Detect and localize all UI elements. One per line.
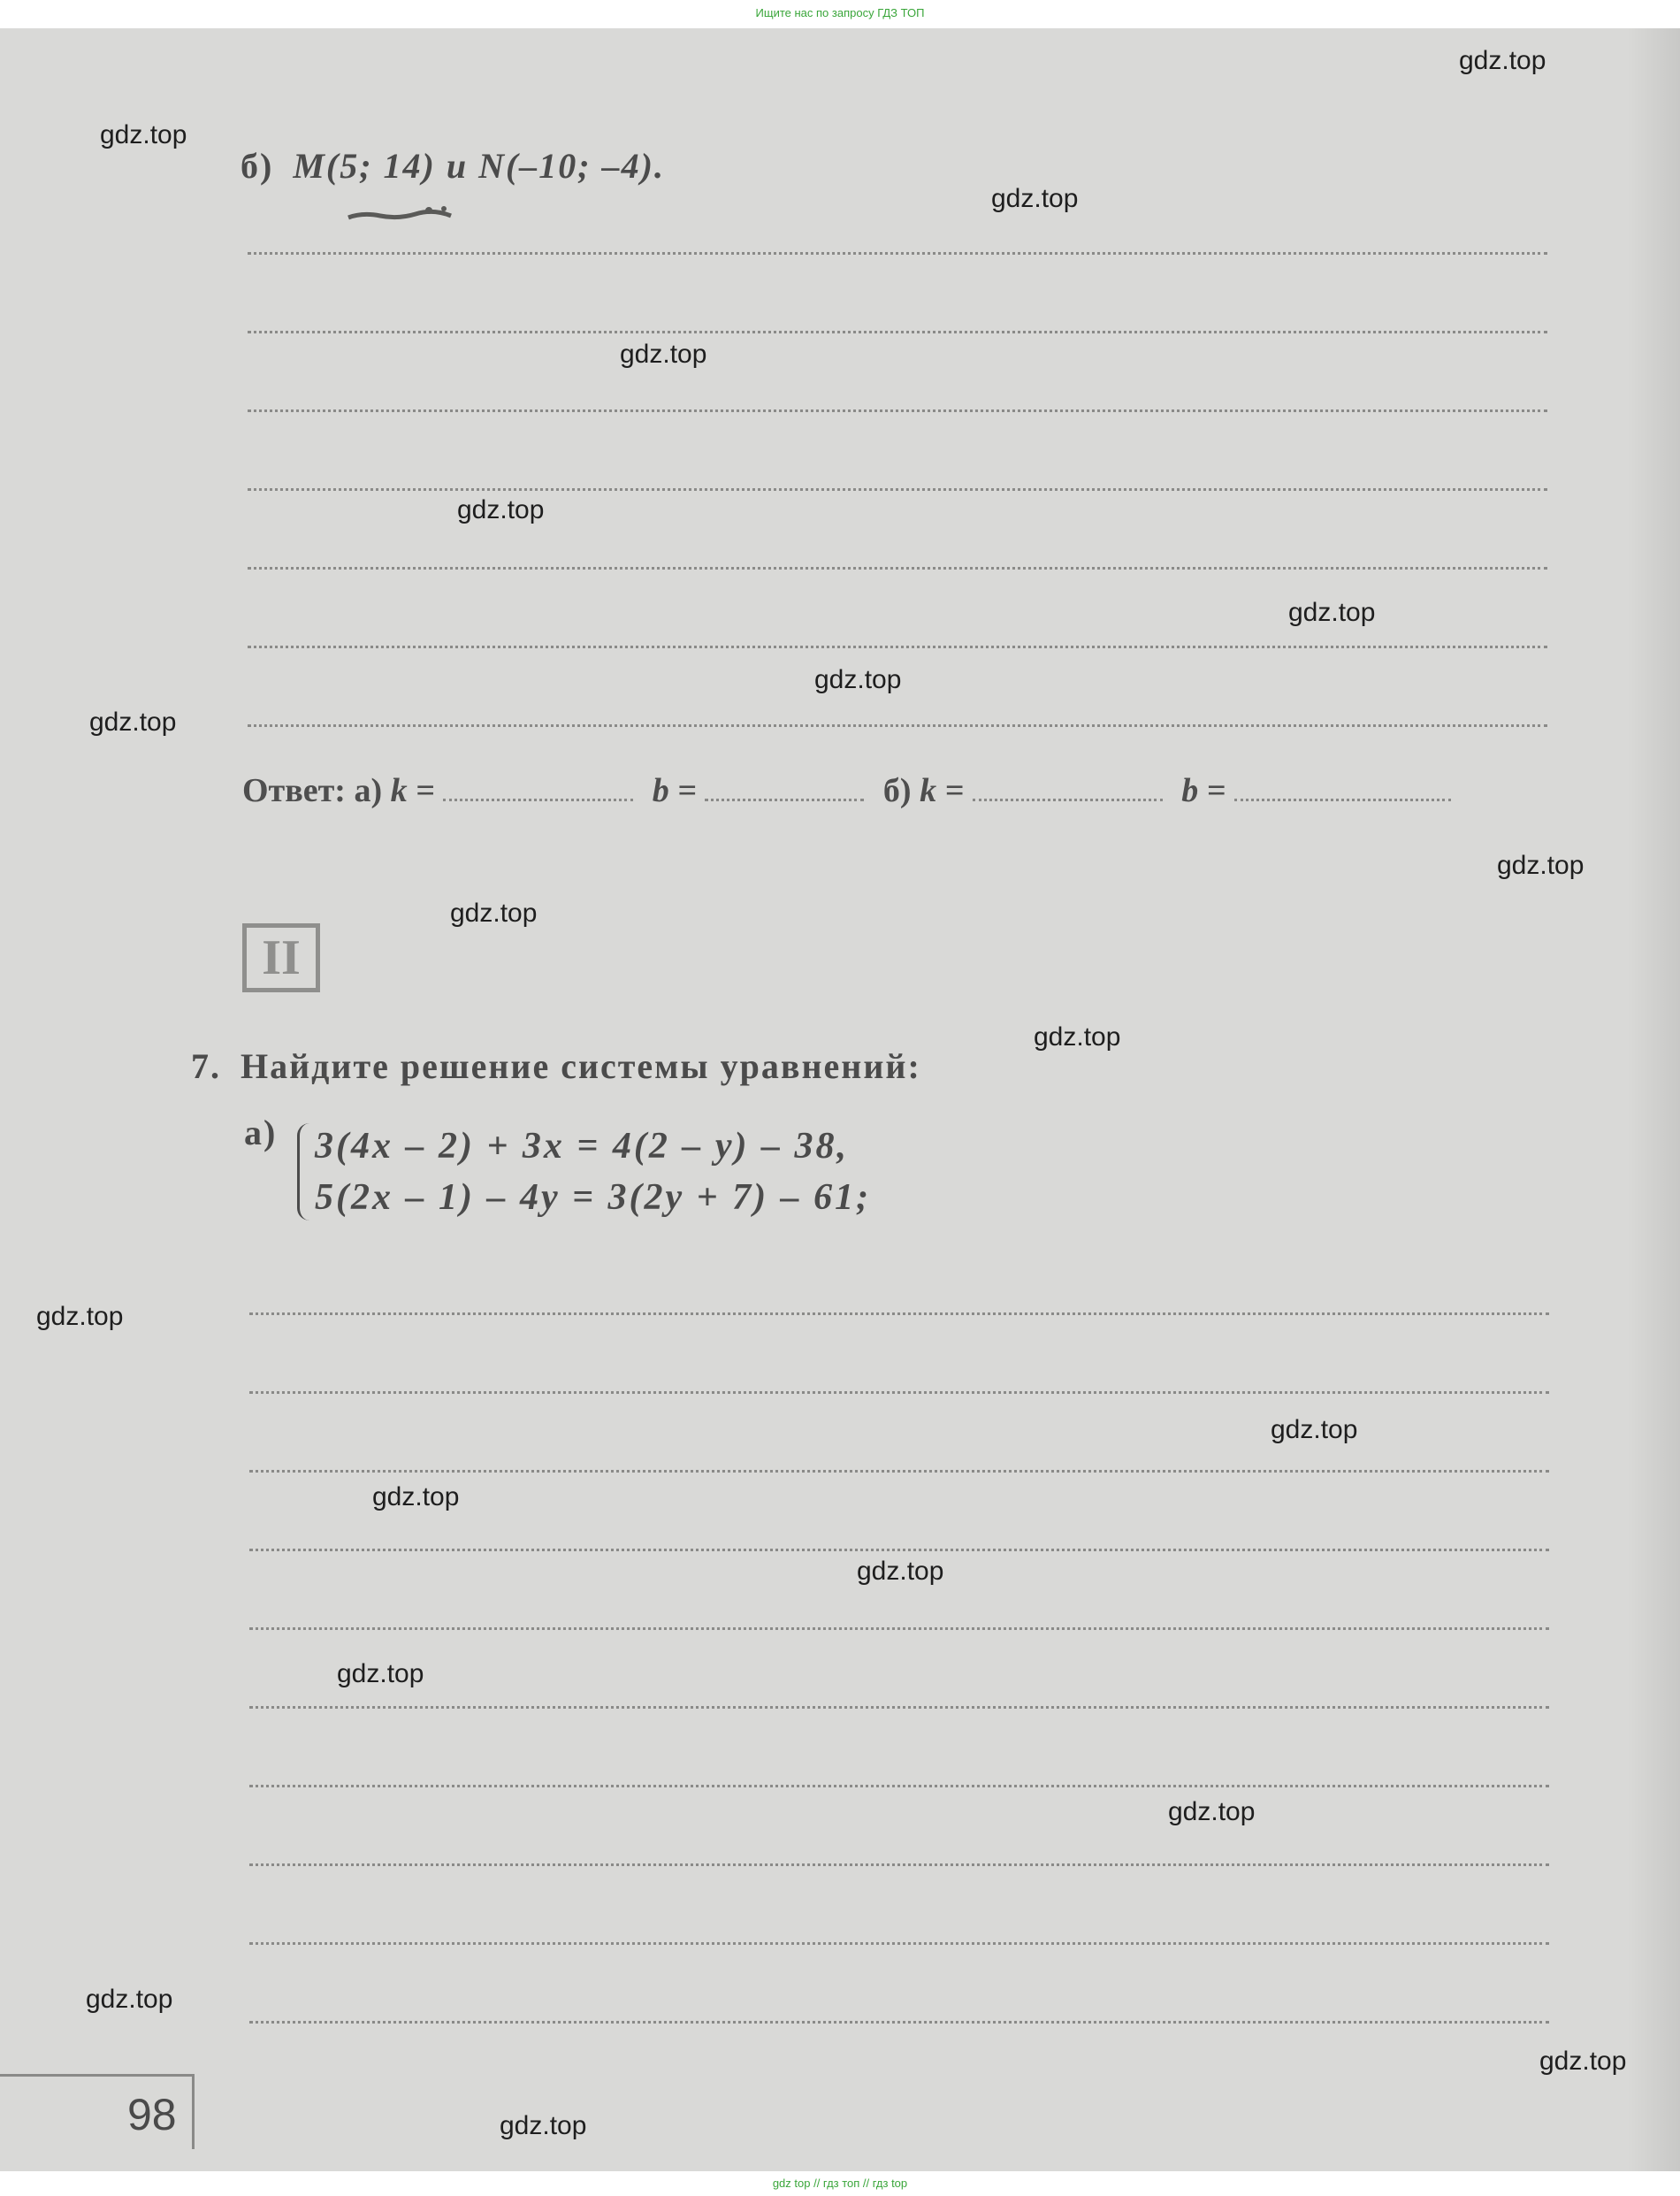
answer-k-a-field[interactable] <box>443 790 633 801</box>
answer-b-b-label: b = <box>1181 772 1226 809</box>
watermark: gdz.top <box>450 899 538 928</box>
watermark: gdz.top <box>1459 46 1546 75</box>
watermark: gdz.top <box>857 1557 944 1586</box>
answer-line[interactable] <box>249 1942 1549 1945</box>
part-b-label: б) <box>241 146 274 186</box>
watermark: gdz.top <box>457 495 545 524</box>
answer-row <box>242 771 1451 810</box>
page-number: 98 <box>127 2090 177 2139</box>
answer-b-part-label: б) <box>882 772 912 809</box>
answer-label: Ответ: <box>242 772 346 809</box>
answer-line[interactable] <box>248 646 1547 648</box>
answer-line[interactable] <box>249 2021 1549 2024</box>
watermark: gdz.top <box>100 120 187 149</box>
watermark: gdz.top <box>1539 2047 1627 2076</box>
answer-k-b-label: k = <box>920 772 965 809</box>
watermark: gdz.top <box>36 1302 124 1331</box>
answer-line[interactable] <box>248 488 1547 491</box>
answer-line[interactable] <box>249 1312 1549 1315</box>
system-brace-icon <box>297 1123 310 1220</box>
answer-line[interactable] <box>249 1785 1549 1787</box>
answer-line[interactable] <box>248 409 1547 412</box>
watermark: gdz.top <box>86 1985 173 2014</box>
watermark: gdz.top <box>814 665 902 694</box>
ink-smudge-icon <box>345 205 469 225</box>
task-number: 7. <box>191 1046 221 1086</box>
answer-k-b-field[interactable] <box>973 790 1163 801</box>
watermark: gdz.top <box>1288 598 1376 627</box>
equation-1: 3(4x – 2) + 3x = 4(2 – y) – 38, <box>315 1126 849 1167</box>
answer-b-b-field[interactable] <box>1234 790 1451 801</box>
part-b-points: M(5; 14) и N(–10; –4). <box>293 146 665 186</box>
bottom-banner[interactable]: gdz top // гдз топ // гдз top <box>772 2177 908 2190</box>
task-7-heading <box>191 1045 921 1087</box>
section-marker: II <box>242 923 320 992</box>
task-7-sub-label: а) <box>244 1113 278 1152</box>
answer-line[interactable] <box>249 1863 1549 1866</box>
watermark: gdz.top <box>337 1659 424 1688</box>
watermark: gdz.top <box>1271 1415 1358 1444</box>
answer-b-a-field[interactable] <box>705 790 864 801</box>
watermark: gdz.top <box>1168 1797 1256 1826</box>
part-b-line <box>241 145 665 187</box>
answer-line[interactable] <box>248 331 1547 333</box>
watermark: gdz.top <box>500 2111 587 2140</box>
answer-line[interactable] <box>249 1470 1549 1473</box>
watermark: gdz.top <box>89 708 177 737</box>
watermark: gdz.top <box>620 340 707 369</box>
answer-line[interactable] <box>249 1627 1549 1630</box>
answer-line[interactable] <box>249 1706 1549 1709</box>
answer-line[interactable] <box>248 567 1547 570</box>
answer-a-label: а) <box>354 772 383 809</box>
equation-2: 5(2x – 1) – 4y = 3(2y + 7) – 61; <box>315 1177 872 1218</box>
answer-line[interactable] <box>249 1391 1549 1394</box>
workbook-page <box>0 28 1680 2171</box>
answer-b-a-label: b = <box>652 772 697 809</box>
watermark: gdz.top <box>1034 1022 1121 1052</box>
task-text: Найдите решение системы уравнений: <box>241 1046 921 1086</box>
top-banner[interactable]: Ищите нас по запросу ГДЗ ТОП <box>755 6 925 19</box>
answer-line[interactable] <box>248 252 1547 255</box>
answer-line[interactable] <box>249 1549 1549 1551</box>
answer-line[interactable] <box>248 724 1547 727</box>
answer-k-a-label: k = <box>390 772 435 809</box>
watermark: gdz.top <box>991 184 1079 213</box>
watermark: gdz.top <box>1497 851 1585 880</box>
watermark: gdz.top <box>372 1482 460 1511</box>
